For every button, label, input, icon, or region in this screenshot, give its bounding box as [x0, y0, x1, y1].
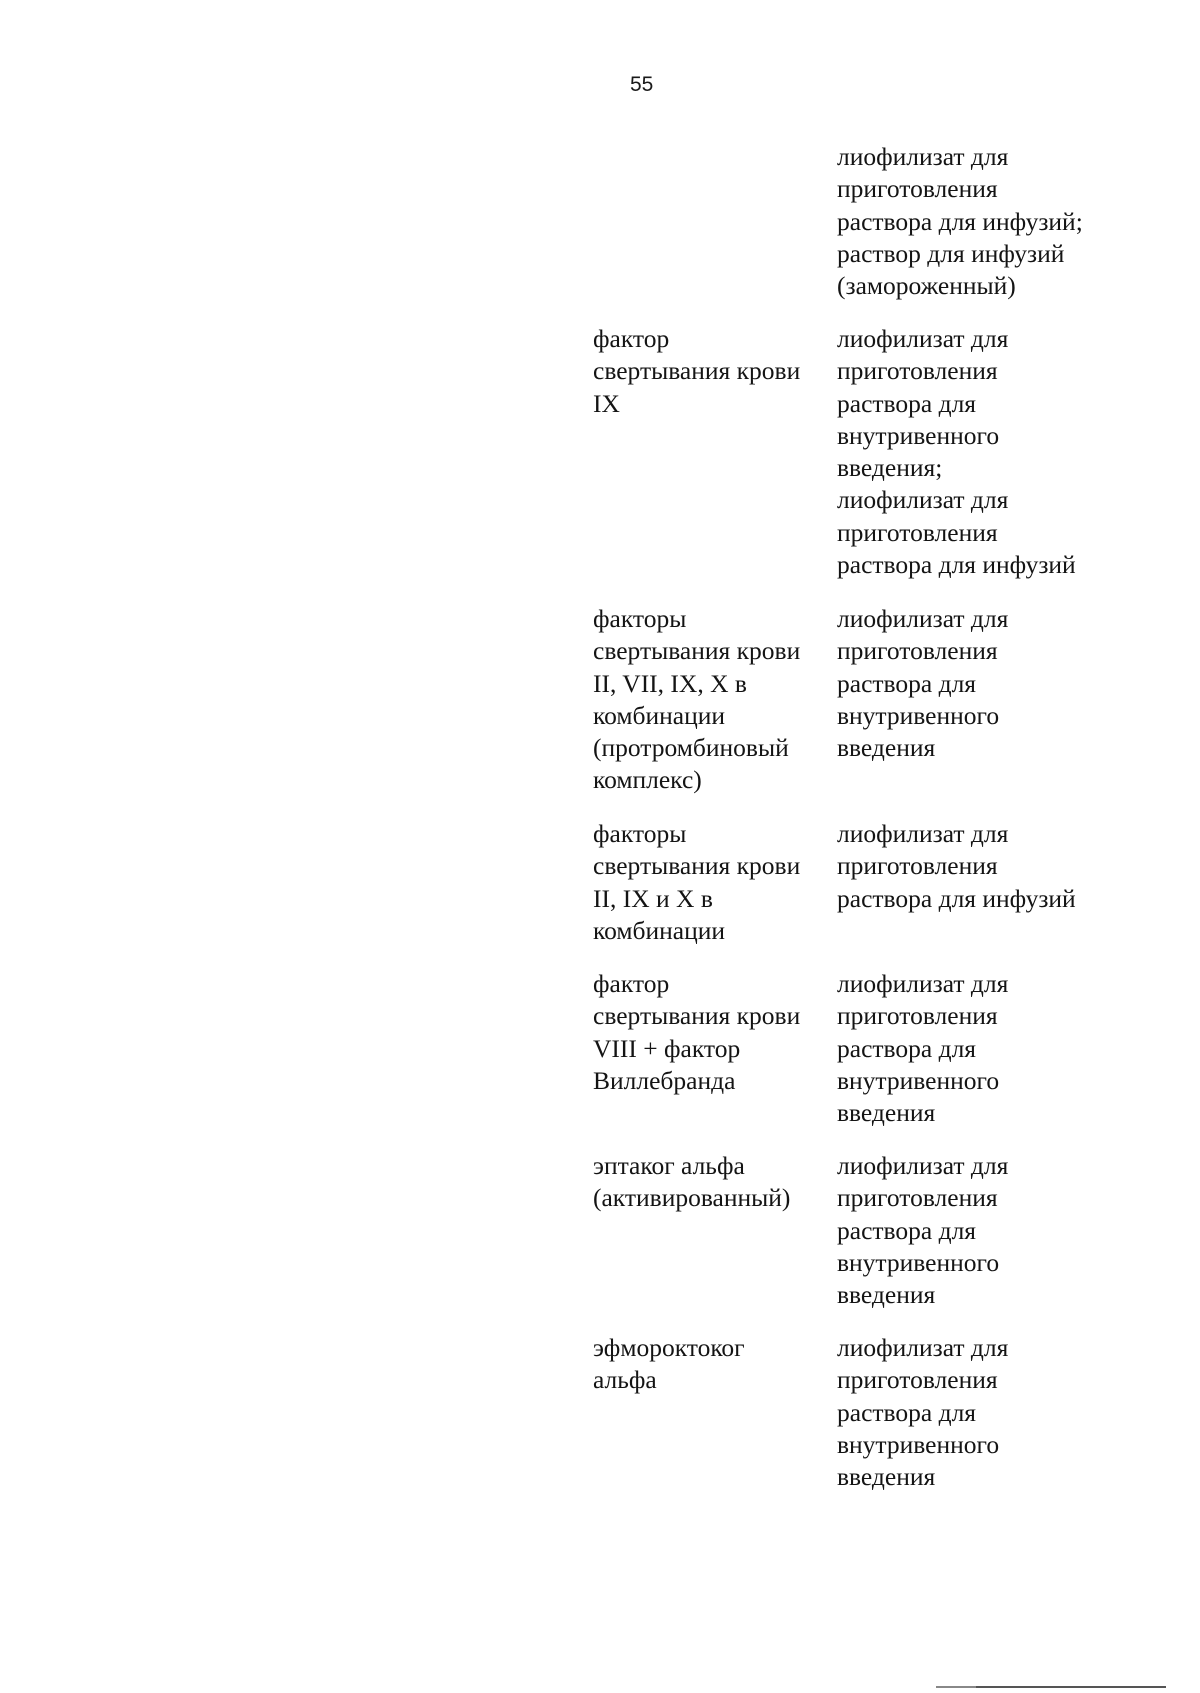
dosage-form: лиофилизат для приготовления раствора для внутривенного введения: [837, 969, 1009, 1128]
drug-name: фактор свертывания крови VIII + фактор Виллебранда: [593, 969, 801, 1095]
dosage-form: лиофилизат для приготовления раствора для внутривенного введения; лиофилизат для приготовления раствора для инфузий: [837, 324, 1076, 580]
drug-name: эфмороктоког альфа: [593, 1333, 745, 1395]
drug-name: эптаког альфа (активированный): [593, 1151, 791, 1213]
drug-name: факторы свертывания крови II, VII, IX, X в комбинации (протромбиновый комплекс): [593, 604, 801, 795]
page-number: 55: [630, 73, 654, 96]
drug-name: фактор свертывания крови IX: [593, 324, 801, 418]
dosage-form: лиофилизат для приготовления раствора для внутривенного введения: [837, 1151, 1009, 1310]
dosage-form: лиофилизат для приготовления раствора для инфузий: [837, 819, 1076, 913]
dosage-form: лиофилизат для приготовления раствора для внутривенного введения: [837, 604, 1009, 763]
dosage-form: лиофилизат для приготовления раствора для инфузий; раствор для инфузий (замороженный): [837, 142, 1083, 301]
scan-edge-mark: [936, 1686, 976, 1688]
drug-name: факторы свертывания крови II, IX и X в комбинации: [593, 819, 801, 945]
dosage-form: лиофилизат для приготовления раствора для внутривенного введения: [837, 1333, 1009, 1492]
